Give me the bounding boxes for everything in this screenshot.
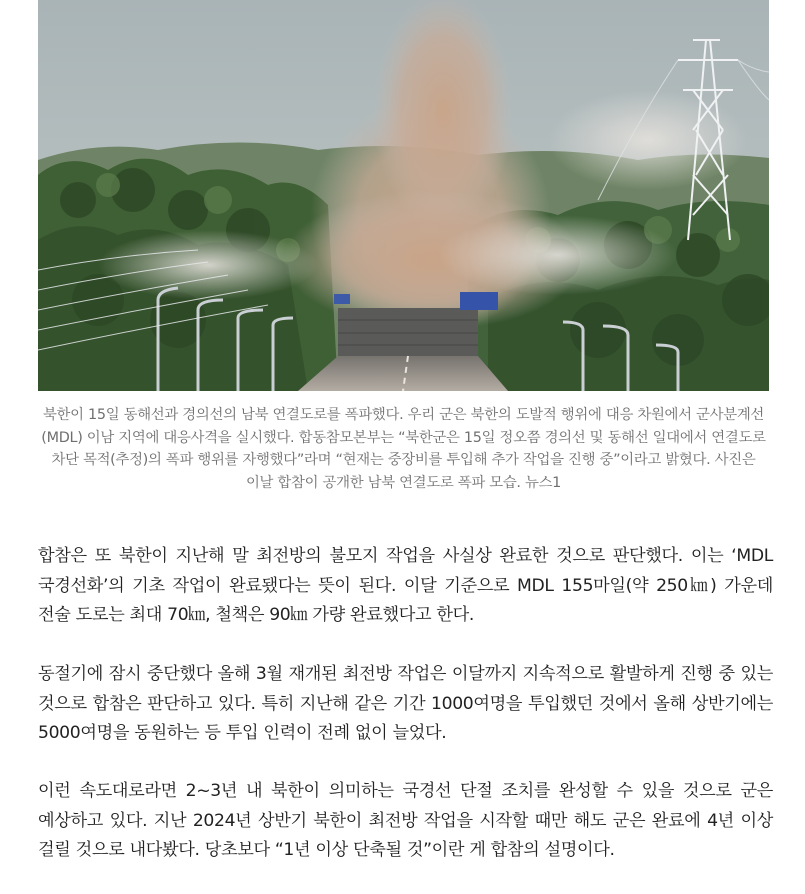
news-photo (38, 0, 769, 391)
article-paragraph-3: 이런 속도대로라면 2~3년 내 북한이 의미하는 국경선 단절 조치를 완성할 수 있을 것으로 군은 예상하고 있다. 지난 2024년 상반기 북한이 최전방 작업을 시작할 때만 해도 군은 완료에 4년 이상 걸릴 것으로 내다봤다. 당초보다 “1년 이상 단축될 것”이란 게 합참의 설명이다. (38, 781, 773, 861)
article-paragraph-2: 동절기에 잠시 중단했다 올해 3월 재개된 최전방 작업은 이달까지 지속적으로 활발하게 진행 중 있는 것으로 합참은 판단하고 있다. 특히 지난해 같은 기간 1000여명을 투입했던 것에서 올해 상반기에는 5000여명을 동원하는 등 투입 인력이 전례 없이 늘었다. (38, 664, 773, 744)
explosion-photo-illustration (38, 0, 769, 391)
photo-caption: 북한이 15일 동해선과 경의선의 남북 연결도로를 폭파했다. 우리 군은 북한의 도발적 행위에 대응 차원에서 군사분계선(MDL) 이남 지역에 대응사격을 실시했다. 합동참모본부는 “북한군은 15일 정오쯤 경의선 및 동해선 일대에서 연결도로 차단 목적(추정)의 폭파 행위를 자행했다”라며 “현재는 중장비를 투입해 추가 작업을 진행 중”이라고 밝혔다. 사진은 이날 합참이 공개한 남북 연결도로 폭파 모습. 뉴스1 (41, 407, 766, 491)
article-paragraph-1: 합참은 또 북한이 지난해 말 최전방의 불모지 작업을 사실상 완료한 것으로 판단했다. 이는 ‘MDL 국경선화’의 기초 작업이 완료됐다는 뜻이 된다. 이달 기준으로 MDL 155마일(약 250㎞) 가운데 전술 도로는 최대 70㎞, 철책은 90㎞ 가량 완료했다고 한다. (38, 546, 773, 626)
